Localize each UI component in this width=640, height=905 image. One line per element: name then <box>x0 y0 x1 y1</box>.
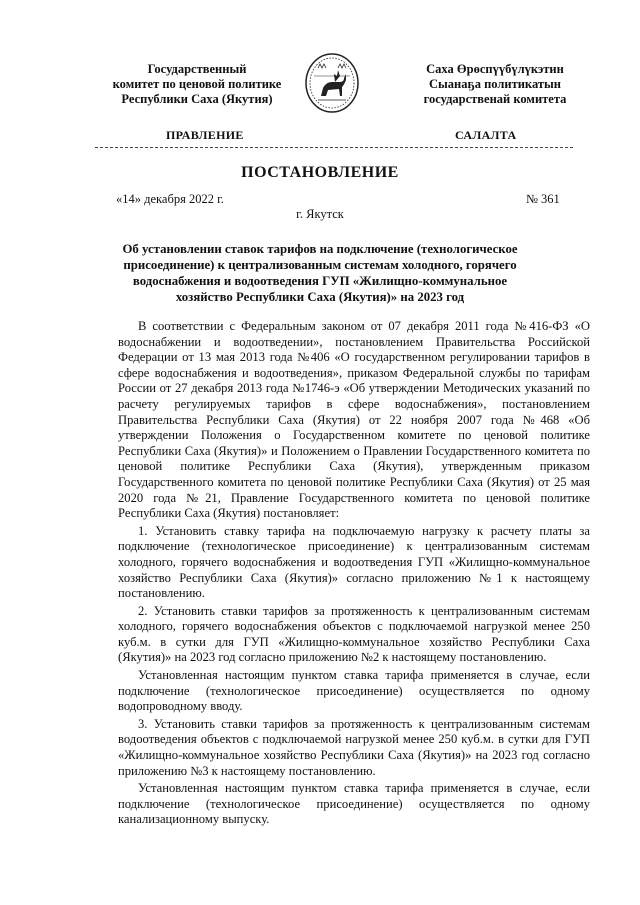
header-left-line: Республики Саха (Якутия) <box>121 92 273 106</box>
document-subject: Об установлении ставок тарифов на подключение (технологическое присоединение) к централизованным системам холодного, горячего водоснабжения и водоотведения ГУП «Жилищно-коммунальное хозяйство Республики Саха (Якутия)» на 2023 год <box>122 242 518 304</box>
document-title: ПОСТАНОВЛЕНИЕ <box>241 164 399 181</box>
header-left-org <box>102 62 292 107</box>
department-right: САЛАЛТА <box>455 128 517 142</box>
header-right-line: Саха Өрөспүүбүлүкэтин <box>426 62 564 76</box>
document-number: № 361 <box>526 192 560 206</box>
header-left-line: Государственный <box>147 62 247 76</box>
header-right-line: Сыанаҕа политикатын <box>429 77 561 91</box>
body-paragraph: В соответствии с Федеральным законом от 07 декабря 2011 года №416-ФЗ «О водоснабжении и водоотведении», постановлением Правительства Российской Федерации от 13 мая 2013 года №406 «О государственном регулировании тарифов в сфере водоснабжения и водоотведения», приказом Федеральной службы по тарифам России от 27 декабря 2013 года №1746-э «Об утверждении Методических указаний по расчету регулируемых тарифов в сфере водоснабжения», постановлением Правительства Республики Саха (Якутия) от 22 ноября 2007 года №468 «Об утверждении Положения о Государственном комитете по ценовой политике Республики Саха (Якутия)» и Положением о Правлении Государственного комитета по ценовой политике Республики Саха (Якутия), утвержденным приказом Государственного комитета по ценовой политике Республики Саха (Якутия) от 25 мая 2020 года №21, Правление Государственного комитета по ценовой политике Республики Саха (Якутия) постановляет: <box>118 319 590 521</box>
document-city: г. Якутск <box>296 207 344 221</box>
body-paragraph: 2. Установить ставки тарифов за протяженность к централизованным системам холодного, горячего водоснабжения объектов с подключаемой нагрузкой менее 250 куб.м. в сутки для ГУП «Жилищно-коммунальное хозяйство Республики Саха (Якутия)» на 2023 год согласно приложению №2 к настоящему постановлению. <box>118 603 590 665</box>
body-paragraph: Установленная настоящим пунктом ставка тарифа применяется в случае, если подключение (технологическое присоединение) осуществляется по одному водопроводному вводу. <box>118 668 590 714</box>
header-divider <box>95 147 573 148</box>
body-paragraph: 1. Установить ставку тарифа на подключаемую нагрузку к расчету платы за подключение (технологическое присоединение) к централизованным системам холодного, горячего водоснабжения и водоотведения ГУП «Жилищно-коммунальное хозяйство Республики Саха (Якутия)» согласно приложению №1 к настоящему постановлению. <box>118 523 590 601</box>
department-left: ПРАВЛЕНИЕ <box>166 128 244 142</box>
coat-of-arms-icon <box>304 52 360 114</box>
document-date: «14» декабря 2022 г. <box>116 192 224 206</box>
body-paragraph: 3. Установить ставки тарифов за протяженность к централизованным системам водоотведения объектов с подключаемой нагрузкой менее 250 куб.м. в сутки для ГУП «Жилищно-коммунальное хозяйство Республики Саха (Якутия)» на 2023 год согласно приложению №3 к настоящему постановлению. <box>118 716 590 778</box>
header-left-line: комитет по ценовой политике <box>112 77 282 91</box>
header-right-org <box>400 62 590 107</box>
header-right-line: государственай комитета <box>423 92 567 106</box>
body-paragraph: Установленная настоящим пунктом ставка тарифа применяется в случае, если подключение (технологическое присоединение) осуществляется по одному канализационному выпуску. <box>118 781 590 827</box>
document-body <box>118 319 590 830</box>
